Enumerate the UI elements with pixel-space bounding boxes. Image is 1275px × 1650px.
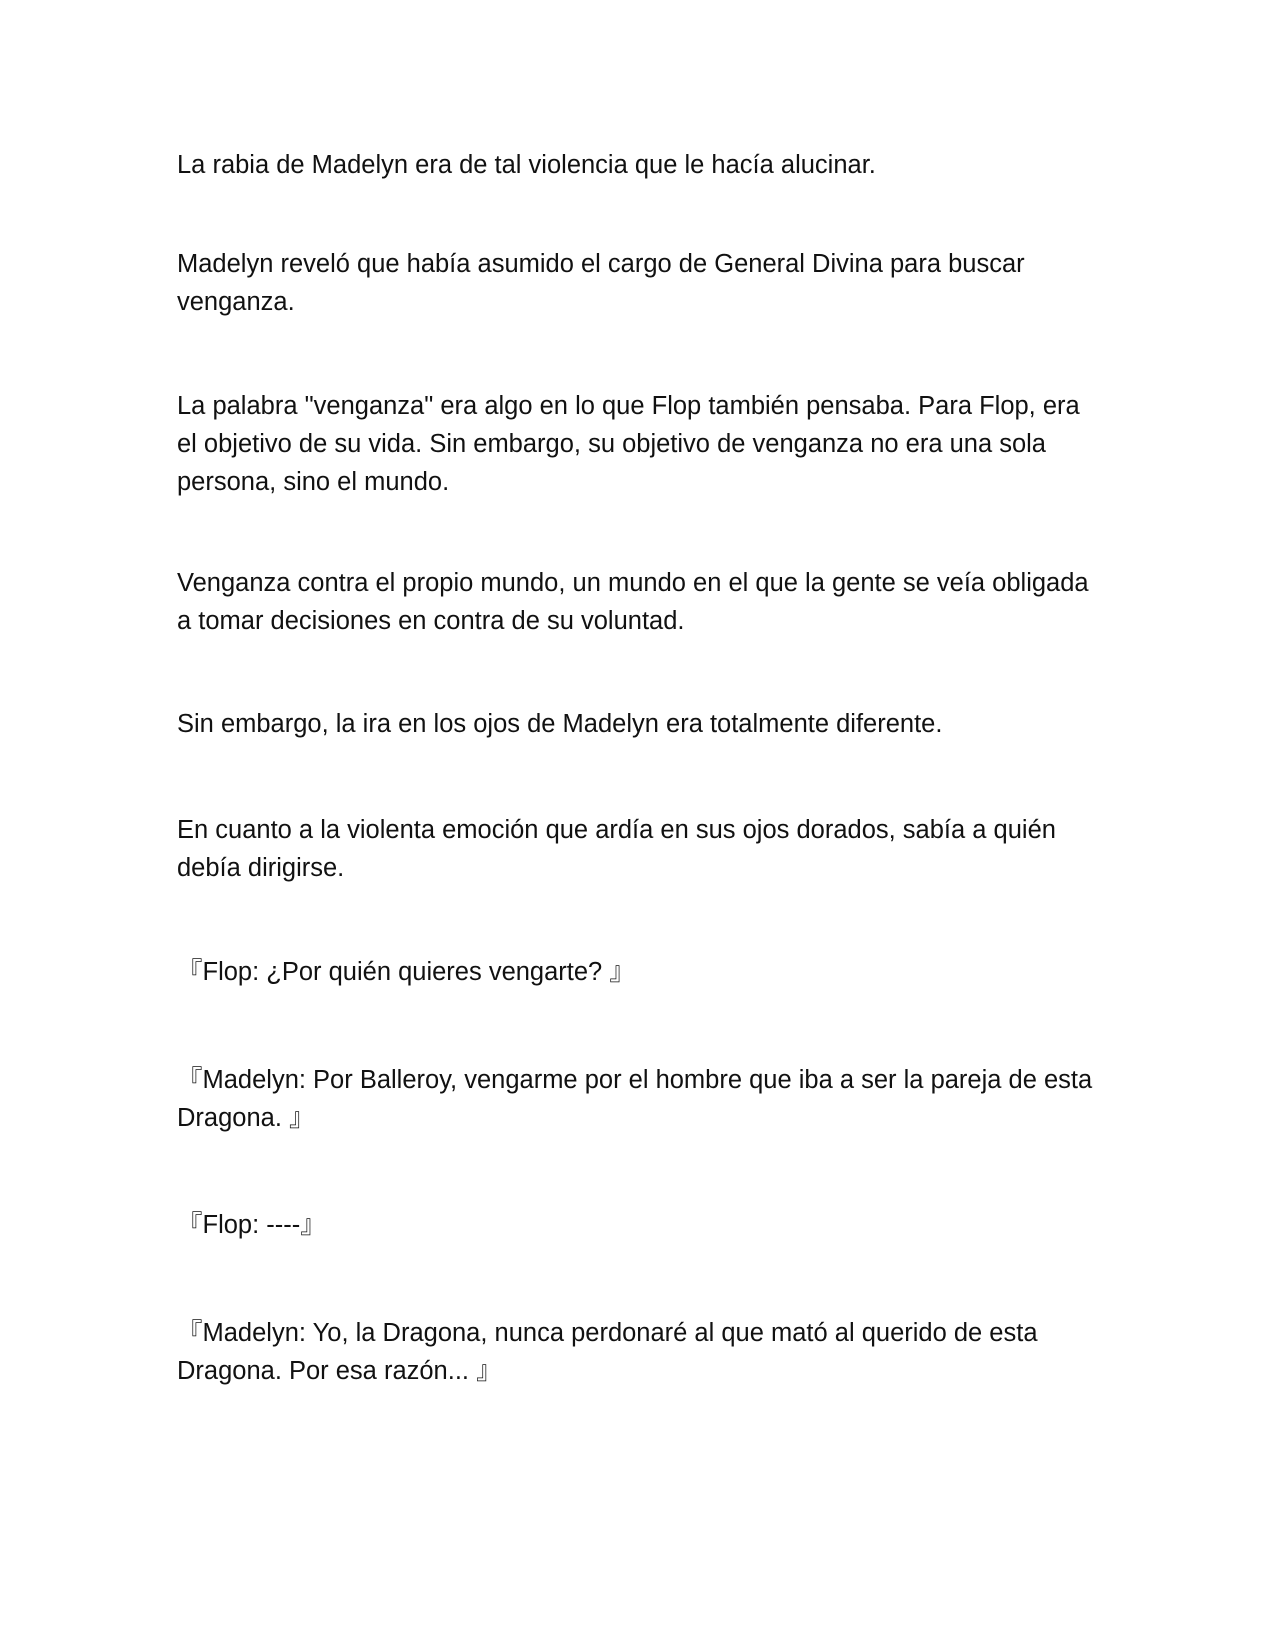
dialogue-madelyn-1: 『Madelyn: Por Balleroy, vengarme por el hombre que iba a ser la pareja de esta Dragona. 』 — [177, 1066, 1093, 1132]
paragraph-6: En cuanto a la violenta emoción que ardía en sus ojos dorados, sabía a quién debía dirigirse. — [177, 816, 1056, 882]
paragraph-4: Venganza contra el propio mundo, un mundo en el que la gente se veía obligada a tomar decisiones en contra de su voluntad. — [177, 569, 1089, 635]
dialogue-madelyn-2: 『Madelyn: Yo, la Dragona, nunca perdonaré al que mató al querido de esta Dragona. Por esa razón... 』 — [177, 1319, 1038, 1385]
paragraph-3: La palabra "venganza" era algo en lo que Flop también pensaba. Para Flop, era el objetivo de su vida. Sin embargo, su objetivo de venganza no era una sola persona, sino el mundo. — [177, 392, 1080, 496]
dialogue-flop-1: 『Flop: ¿Por quién quieres vengarte? 』 — [177, 958, 635, 986]
paragraph-5: Sin embargo, la ira en los ojos de Madelyn era totalmente diferente. — [177, 710, 943, 738]
dialogue-flop-2: 『Flop: ----』 — [177, 1211, 326, 1239]
paragraph-1: La rabia de Madelyn era de tal violencia que le hacía alucinar. — [177, 151, 876, 179]
paragraph-2: Madelyn reveló que había asumido el cargo de General Divina para buscar venganza. — [177, 250, 1025, 316]
